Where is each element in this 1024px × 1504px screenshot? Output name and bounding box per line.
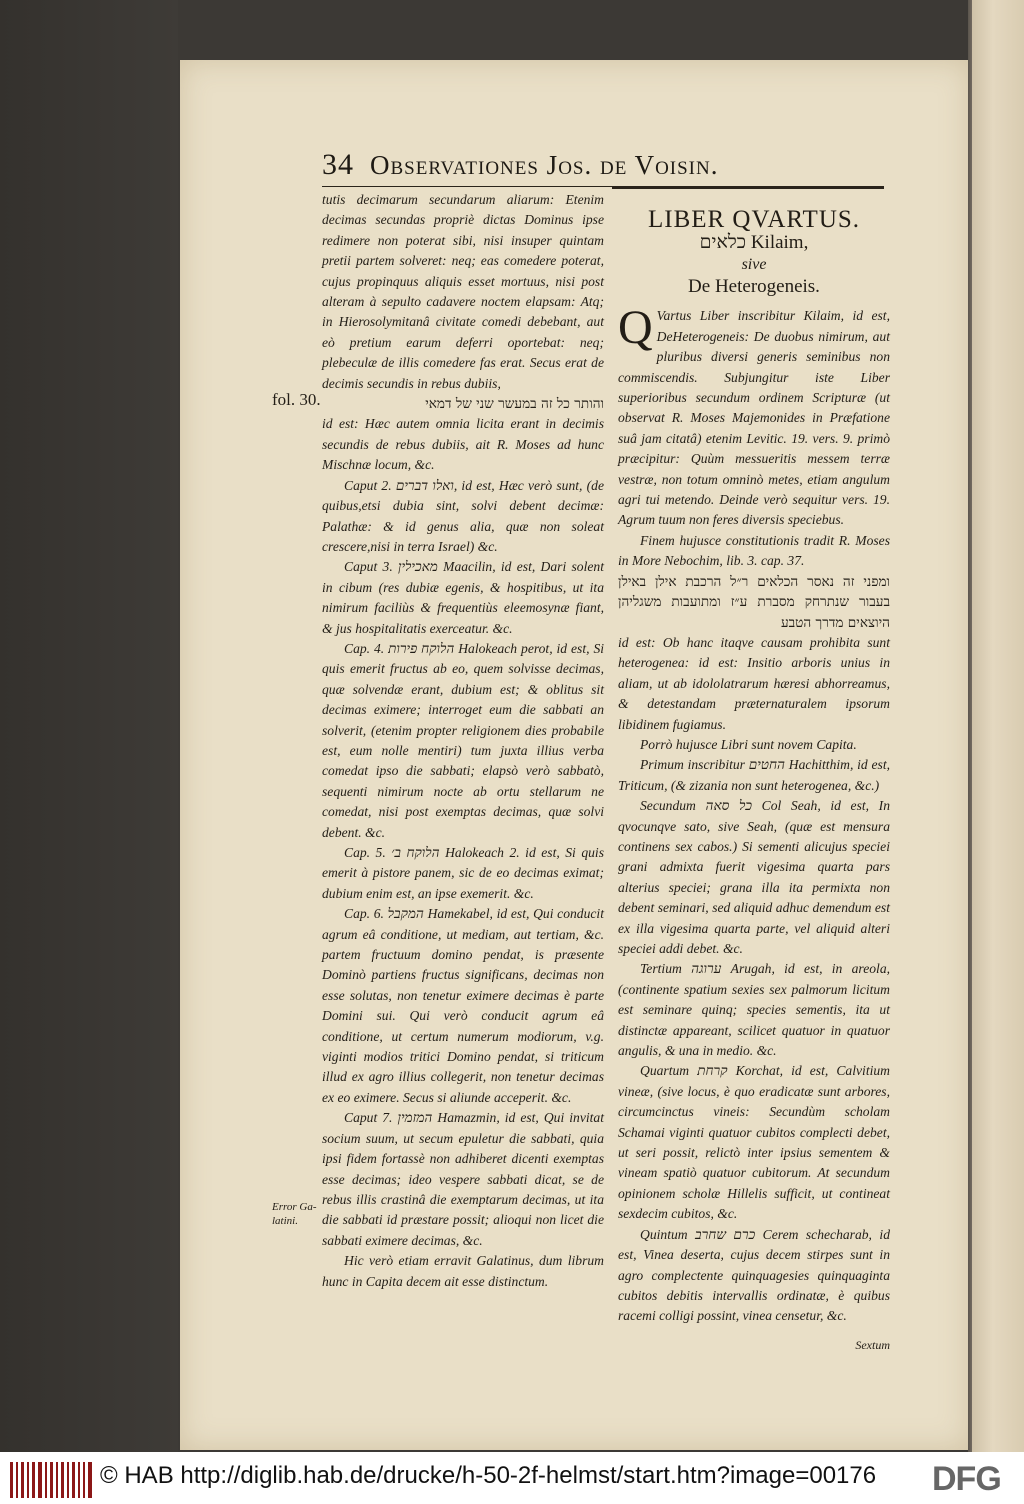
right-paragraph: Quintum כרם שחרב Cerem schecharab, id est, Vinea deserta, cujus decem stirpes sunt in agro complectente quinquagesies quinquaginta cubitos debitis intervallis ordinatæ, è quibus racemi colligi possint, vinea censetur, &c. [618, 1226, 890, 1324]
head-rule-left [322, 186, 612, 187]
drop-cap: Q [618, 301, 653, 355]
right-paragraph: Quartum קרחת Korchat, id est, Calvitium vineæ, (sive locus, è quo eradicatæ sunt arbores, circumcinctus vineis: Secundùm scholam Schamai viginti quatuor cubitos complecti debet, ut seri possit, relictò inter ipsius sementem & vineam spatiò quatuor cubitorum. At secundum opinionem scholæ Hillelis sufficit, ut contineat sexdecim cubitos, &c. [618, 1063, 890, 1222]
left-paragraph: Cap. 4. הלוקח פירות Halokeach perot, id est, Si quis emerit fructus ab eo, quem solvisse decimas, quæ solvendæ erant, dubium est; & oblitus sit decimas eximere; interroget eum die sabbati an solverit, (etenim propter religionem dies probabile est, eum nolle mentiri) tum juxta illius verba comedat ipso die sabbati; elapsò verò sabbatò, sequenti nimirum nocte ab ortu stellarum ne comedat, nisi post exemptas decimas, quæ solvi debent. &c. [322, 640, 605, 840]
viewer-footer [0, 1452, 1024, 1504]
catchword: Sextum [855, 1337, 890, 1352]
right-column [618, 200, 890, 1355]
left-paragraph: Hic verò etiam erravit Galatinus, dum librum hunc in Capita decem ait esse distinctum. [322, 1253, 604, 1289]
copyright-link[interactable]: © HAB http://diglib.hab.de/drucke/h-50-2f-helmst/start.htm?image=00176 [100, 1462, 877, 1489]
right-paragraph: Secundum כל סאה Col Seah, id est, In qvocunqve sato, sive Seah, (quæ est mensura continens sex cabos.) Si sementi alicujus speciei grani admixta fuerit vigesima quarta pars alterius speciei; grana illa ita permixta non debent seminari, sed aliquid adhuc demendum est ex illa vigesima quarta parte, vel aliquid alteri speciei addi debet. &c. [618, 798, 890, 956]
head-rule-right [612, 186, 884, 189]
margin-note-error: Error Ga-latini. [272, 1201, 317, 1227]
margin-note-fol: fol. 30. [272, 390, 321, 409]
left-paragraph: Caput 2. ואלו דברים, id est, Hæc verò sunt, (de quibus,etsi dubia sint, solvi debent decimæ: Palathæ: & id genus alia, quæ non soleat crescere,nisi in terra Israel) &c. [322, 477, 604, 554]
right-paragraph: Finem hujusce constitutionis tradit R. Moses in More Nebochim, lib. 3. cap. 37. [618, 532, 890, 569]
scan-background-left [0, 0, 178, 1452]
right-paragraph: Tertium ערוגה Arugah, id est, in areola, (continente spatium sexies sex palmorum licitum est seminare quinq; species sementis, ita ut distinctæ appareant, scilicet quatuor in quatuor angulis, & una in medio. &c. [618, 961, 891, 1059]
intro-paragraph [618, 301, 890, 530]
left-column [322, 190, 604, 1292]
left-paragraph: tutis decimarum secundarum aliarum: Etenim decimas secundas propriè dictas Dominus ipse redimere non poterat sibi, nisi insuper quintam pretii partem solveret: neq; eas comedere poterat, cujus propinquus aliquis esset mortuus, nisi post alteram à sepulto cadavere noctem elapsam: Atq; in Hierosolymitanâ civitate comedi debebant, aut eò pretium earum deferri oportebat: neq; plebeculæ de illis comedere fas erat. Secus erat de decimis secundis in rebus dubiis, [322, 192, 604, 391]
hebrew-quote: והותר כל זה במעשר שני של דמאי [425, 396, 604, 413]
left-paragraph: Cap. 6. המקבל Hamekabel, id est, Qui conducit agrum eâ conditione, ut mediam, aut tertiam, &c. partem fructuum domino pendat, is præsente Dominò partiens fructus significans, decimas non esse solutas, non tenetur eximere decimas è parte Domini sui. Qui verò conducit agrum eâ conditione, ut certum numerum modiorum, v.g. viginti modios tritici Domino pendat, si triticum illud ex agro illius collegerit, non tenetur decimas ex eo eximere. Secus si aliunde acceperit. &c. [322, 906, 604, 1105]
left-paragraph: Cap. 5. הלוקח ב׳ Halokeach 2. id est, Si quis emerit à pistore panem, sic de eo decimas eximat; dubium enim est, an ipse exemerit. &c. [322, 845, 604, 901]
facing-page-edge [972, 0, 1024, 1452]
right-paragraph: Porrò hujusce Libri sunt novem Capita. [640, 736, 857, 752]
right-paragraph: id est: Ob hanc itaqve causam prohibita sunt heterogenea: id est: Insitio arboris unius in aliam, ut ab idololatrarum hæresi abhorreamus, & detestandam præternaturalem ipsorum libidinem fugiamus. [618, 634, 890, 732]
hebrew-quote: ומפני זה נאסר הכלאים ר״ל הרכבת אילן באילן בעבור שנתרחק מסברת ע״ז ומתועבות משגליהן היוצאים מדרך הטבע [618, 573, 890, 631]
hab-barcode-icon [10, 1462, 92, 1498]
book-subtitle: De Heterogeneis. [688, 276, 820, 298]
left-paragraph: Caput 7. המזמין Hamazmin, id est, Qui invitat socium suum, ut secum epuletur die sabbati, quia ipsi fidem fortassè non adhiberet dicenti exemptas esse decimas; ideo vespere sabbati dicat, se de rebus illis crastinâ die exemptarum decimas, ut ita die sabbati id præstare possit; alioqui non licet die sabbati eximere decimas, &c. [322, 1110, 605, 1248]
page-number: 34 [322, 148, 354, 181]
running-title: Observationes Jos. de Voisin. [370, 150, 719, 180]
left-paragraph: Caput 3. מאכילין Maacilin, id est, Dari solent in cibum (res dubiæ egenis, & hospitibus, ut ita nimirum faciliùs & frequentiùs eleemosynæ fiant, & jus hospitalitatis exerceatur. &c. [322, 559, 604, 636]
running-head [322, 148, 884, 182]
left-paragraph: id est: Hæc autem omnia licita erant in decimis secundis de rebus dubiis, ait R. Moses ad hunc Mischnæ locum, &c. [322, 416, 604, 473]
book-title: LIBER QVARTUS. [647, 206, 861, 233]
dfg-logo: DFG [932, 1460, 1001, 1498]
right-paragraph: Primum inscribitur החטים Hachitthim, id est, Triticum, (& zizania non sunt heterogenea, &c.) [618, 757, 890, 793]
intro-text: Vartus Liber inscribitur Kilaim, id est, DeHeterogeneis: De duobus nimirum, aut pluribus diversi generis seminibus non commiscendis. Subjungitur iste Liber superioribus secundum ordinem Scripturæ (ut observat R. Moses Majemonides in Præfatione suâ jam citatâ) etenim Levitic. 19. vers. 9. primò præcipitur: Quùm messueritis messem terræ vestræ, non totum omninò metes, etiam angulum agri tui metendo. Deinde verò sequitur vers. 19. Agrum tuum non feres diversis speciebus. [618, 308, 890, 528]
sive-label: sive [741, 256, 767, 274]
hebrew-title: כלאים Kilaim, [699, 232, 809, 254]
